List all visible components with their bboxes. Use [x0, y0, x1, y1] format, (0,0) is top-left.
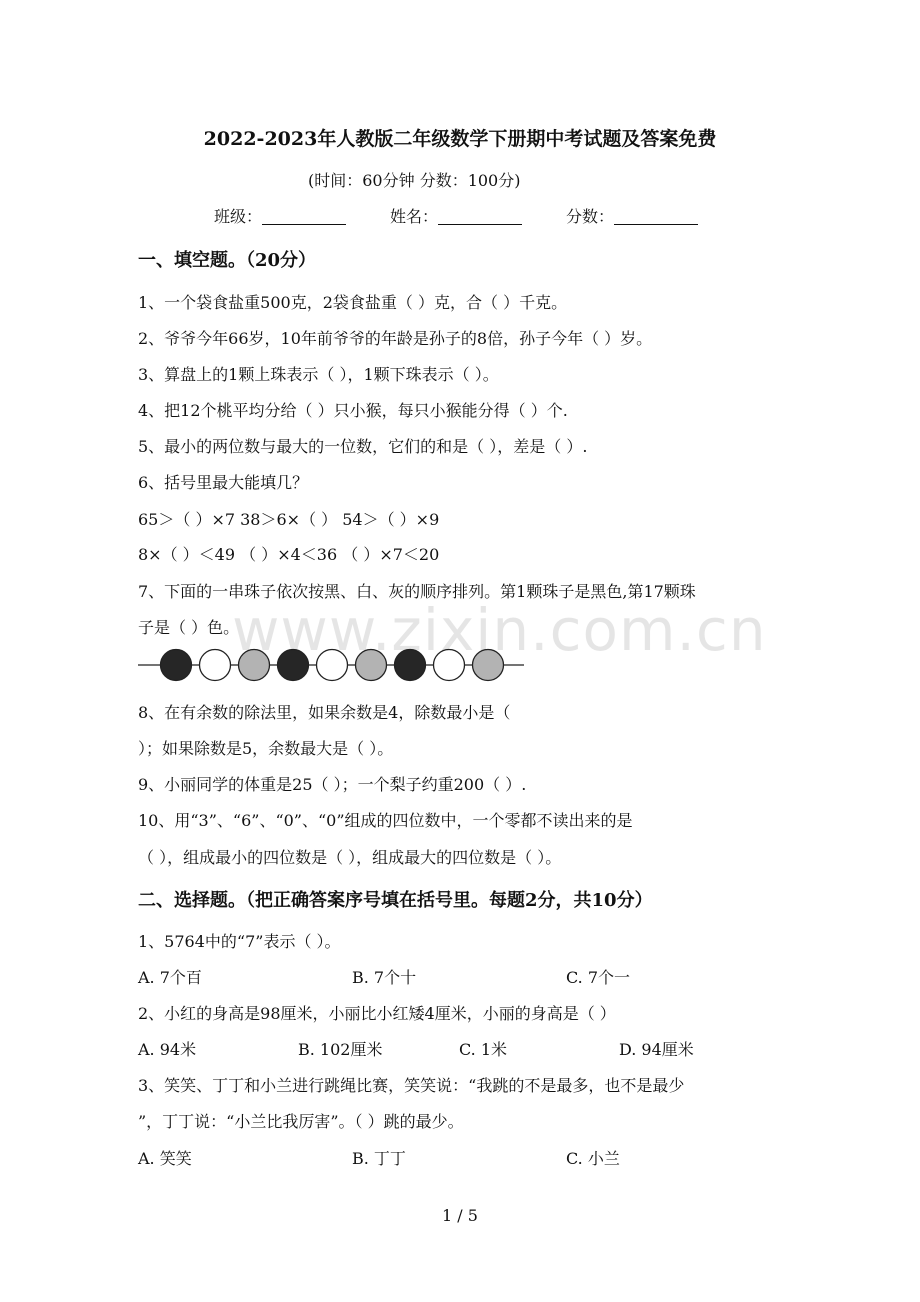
bead-gray — [356, 650, 387, 681]
bead-white — [434, 650, 465, 681]
option-a: A. 94米 — [138, 1040, 197, 1059]
score-blank[interactable] — [614, 208, 698, 225]
bead-white — [200, 650, 231, 681]
question-line: 10、用“3”、“6”、“0”、“0”组成的四位数中，一个零都不读出来的是 — [138, 811, 633, 830]
question-line: 子是（ ）色。 — [138, 618, 240, 637]
watermark: www.zixin.com.cn — [232, 596, 767, 664]
name-label: 姓名： — [390, 207, 439, 226]
bead-black — [161, 650, 192, 681]
section-heading-fill-in: 一、填空题。（20分） — [138, 250, 317, 271]
question-line: 5、最小的两位数与最大的一位数，它们的和是（ ），差是（ ）. — [138, 437, 588, 456]
class-blank[interactable] — [262, 208, 346, 225]
option-a: A. 7个百 — [138, 968, 202, 987]
question-line: 1、一个袋食盐重500克，2袋食盐重（ ）克，合（ ）千克。 — [138, 293, 568, 312]
page-title: 2022-2023年人教版二年级数学下册期中考试题及答案免费 — [203, 128, 717, 150]
bead-white — [317, 650, 348, 681]
option-b: B. 102厘米 — [298, 1040, 383, 1059]
option-c: C. 1米 — [459, 1040, 508, 1059]
page-number: 1 / 5 — [442, 1206, 478, 1225]
bead-string — [138, 645, 528, 685]
option-c: C. 小兰 — [566, 1149, 620, 1168]
question-line: 6、括号里最大能填几？ — [138, 473, 309, 492]
exam-time-score: (时间：60分钟 分数：100分) — [308, 171, 521, 190]
score-field — [566, 204, 698, 227]
question-line: 8×（ ）＜49 （ ）×4＜36 （ ）×7＜20 — [138, 545, 440, 564]
option-b: B. 丁丁 — [352, 1149, 406, 1168]
bead-gray — [473, 650, 504, 681]
bead-black — [278, 650, 309, 681]
bead-black — [395, 650, 426, 681]
name-field — [390, 204, 522, 227]
choice-question-stem-cont: ”，丁丁说：“小兰比我厉害”。（ ）跳的最少。 — [138, 1112, 464, 1131]
option-b: B. 7个十 — [352, 968, 417, 987]
question-line: 7、下面的一串珠子依次按黑、白、灰的顺序排列。第1颗珠子是黑色,第17颗珠 — [138, 582, 696, 601]
option-c: C. 7个一 — [566, 968, 631, 987]
question-line: ）；如果除数是5，余数最大是（ ）。 — [138, 739, 394, 758]
choice-question-stem: 3、笑笑、丁丁和小兰进行跳绳比赛，笑笑说：“我跳的不是最多，也不是最少 — [138, 1076, 685, 1095]
choice-question-stem: 2、小红的身高是98厘米，小丽比小红矮4厘米，小丽的身高是（ ） — [138, 1004, 616, 1023]
class-label: 班级： — [214, 207, 263, 226]
option-d: D. 94厘米 — [619, 1040, 694, 1059]
class-field — [214, 204, 346, 227]
score-label: 分数： — [566, 207, 615, 226]
choice-question-stem: 1、5764中的“7”表示（ ）。 — [138, 932, 341, 951]
question-line: 4、把12个桃平均分给（ ）只小猴，每只小猴能分得（ ）个. — [138, 401, 568, 420]
question-line: 2、爷爷今年66岁，10年前爷爷的年龄是孙子的8倍，孙子今年（ ）岁。 — [138, 329, 653, 348]
section-heading-choice: 二、选择题。（把正确答案序号填在括号里。每题2分，共10分） — [138, 890, 653, 911]
question-line: 65＞（ ）×7 38＞6×（ ） 54＞（ ）×9 — [138, 510, 440, 529]
question-line: 3、算盘上的1颗上珠表示（ ），1颗下珠表示（ ）。 — [138, 365, 499, 384]
option-a: A. 笑笑 — [138, 1149, 192, 1168]
name-blank[interactable] — [438, 208, 522, 225]
question-line: 9、小丽同学的体重是25（ ）；一个梨子约重200（ ）. — [138, 775, 527, 794]
question-line: （ ），组成最小的四位数是（ ），组成最大的四位数是（ ）。 — [138, 848, 562, 867]
bead-gray — [239, 650, 270, 681]
question-line: 8、在有余数的除法里，如果余数是4，除数最小是（ — [138, 703, 511, 722]
